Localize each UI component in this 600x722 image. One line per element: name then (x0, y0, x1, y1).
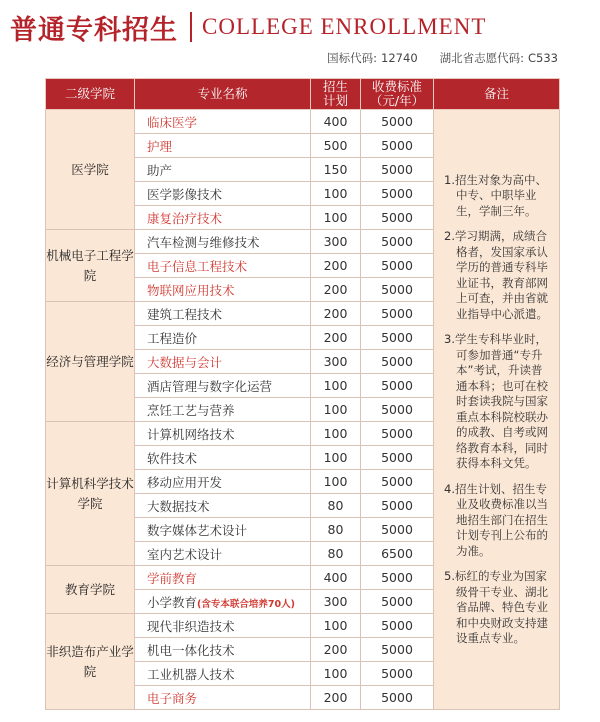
enrollment-plan: 200 (311, 638, 361, 662)
major-name (135, 182, 311, 206)
enrollment-plan: 100 (311, 398, 361, 422)
tuition-fee: 5000 (361, 134, 434, 158)
major-name (135, 686, 311, 710)
enrollment-plan: 300 (311, 590, 361, 614)
major-label: 现代非织造技术 (147, 618, 235, 634)
note-item: 2.学习期满，成绩合格者，发国家承认学历的普通专科毕业证书，教育部网上可查，并由省就业指导中心派遣。 (444, 229, 548, 321)
major-name (135, 206, 311, 230)
enrollment-plan: 150 (311, 158, 361, 182)
major-name (135, 398, 311, 422)
tuition-fee: 5000 (361, 638, 434, 662)
major-label: 工业机器人技术 (147, 666, 235, 682)
tuition-fee: 5000 (361, 230, 434, 254)
national-code-label: 国标代码: (327, 51, 378, 65)
tuition-fee: 5000 (361, 182, 434, 206)
major-label: 移动应用开发 (147, 474, 223, 490)
major-label: 电子商务 (147, 690, 198, 706)
college-name: 非织造布产业学院 (46, 614, 135, 710)
major-name (135, 566, 311, 590)
major-label: 工程造价 (147, 330, 198, 346)
tuition-fee: 5000 (361, 446, 434, 470)
major-label: 临床医学 (147, 114, 198, 130)
header-fee: 收费标准 （元/年） (361, 79, 434, 110)
page-header (10, 8, 486, 46)
tuition-fee: 5000 (361, 158, 434, 182)
major-name (135, 638, 311, 662)
major-name (135, 326, 311, 350)
college-name: 计算机科学技术学院 (46, 422, 135, 566)
enrollment-plan: 100 (311, 422, 361, 446)
major-name (135, 350, 311, 374)
tuition-fee: 5000 (361, 350, 434, 374)
major-label: 大数据与会计 (147, 354, 223, 370)
enrollment-plan: 200 (311, 278, 361, 302)
major-label: 医学影像技术 (147, 186, 223, 202)
major-label: 数字媒体艺术设计 (147, 522, 248, 538)
title-divider (190, 12, 192, 42)
major-name (135, 590, 311, 614)
major-name (135, 446, 311, 470)
tuition-fee: 5000 (361, 398, 434, 422)
enrollment-plan: 100 (311, 182, 361, 206)
major-name (135, 422, 311, 446)
enrollment-plan: 400 (311, 566, 361, 590)
header-major: 专业名称 (135, 79, 311, 110)
major-label: 汽车检测与维修技术 (147, 234, 260, 250)
enrollment-plan: 100 (311, 374, 361, 398)
tuition-fee: 5000 (361, 326, 434, 350)
note-item: 4.招生计划、招生专业及收费标准以当地招生部门在招生计划专刊上公布的为准。 (444, 481, 548, 558)
table-row (46, 110, 560, 134)
national-code: 12740 (381, 51, 418, 65)
header-college: 二级学院 (46, 79, 135, 110)
major-name (135, 470, 311, 494)
major-name (135, 134, 311, 158)
major-label: 小学教育 (147, 594, 198, 610)
major-name (135, 614, 311, 638)
enrollment-plan: 200 (311, 686, 361, 710)
major-note: (含专本联合培养70人) (197, 598, 295, 610)
tuition-fee: 5000 (361, 614, 434, 638)
major-label: 学前教育 (147, 570, 198, 586)
tuition-fee: 6500 (361, 542, 434, 566)
major-name (135, 278, 311, 302)
tuition-fee: 5000 (361, 278, 434, 302)
tuition-fee: 5000 (361, 206, 434, 230)
enrollment-plan: 80 (311, 542, 361, 566)
enrollment-plan: 200 (311, 254, 361, 278)
enrollment-plan: 500 (311, 134, 361, 158)
tuition-fee: 5000 (361, 422, 434, 446)
major-name (135, 158, 311, 182)
header-notes: 备注 (434, 79, 560, 110)
tuition-fee: 5000 (361, 566, 434, 590)
major-label: 电子信息工程技术 (147, 258, 248, 274)
enrollment-plan: 80 (311, 494, 361, 518)
enrollment-plan: 80 (311, 518, 361, 542)
hubei-code-label: 湖北省志愿代码: (439, 51, 525, 65)
note-item: 5.标红的专业为国家级骨干专业、湖北省品牌、特色专业和中央财政支持建设重点专业。 (444, 569, 548, 645)
major-name (135, 518, 311, 542)
major-name (135, 254, 311, 278)
note-item: 1.招生对象为高中、中专、中职毕业生，学制三年。 (444, 172, 547, 218)
note-item: 3.学生专科毕业时，可参加普通“专升本”考试，升读普通本科；也可在校时套读我院与国家重点本科院校联办的成教、自考或网络教育本科，同时获得本科文凭。 (444, 332, 548, 470)
major-name (135, 110, 311, 134)
hubei-code: C533 (528, 51, 558, 65)
major-label: 物联网应用技术 (147, 282, 235, 298)
enrollment-plan: 100 (311, 446, 361, 470)
major-label: 建筑工程技术 (147, 306, 223, 322)
major-label: 机电一体化技术 (147, 642, 235, 658)
page-title: 普通专科招生 (10, 14, 178, 46)
major-name (135, 374, 311, 398)
tuition-fee: 5000 (361, 254, 434, 278)
major-label: 软件技术 (147, 450, 198, 466)
enrollment-plan: 100 (311, 470, 361, 494)
enrollment-plan: 200 (311, 326, 361, 350)
enrollment-table (45, 78, 560, 710)
enrollment-plan: 100 (311, 206, 361, 230)
tuition-fee: 5000 (361, 662, 434, 686)
major-name (135, 542, 311, 566)
major-label: 计算机网络技术 (147, 426, 235, 442)
major-label: 护理 (147, 138, 173, 154)
enrollment-plan: 100 (311, 614, 361, 638)
table-header-row (46, 79, 560, 110)
tuition-fee: 5000 (361, 110, 434, 134)
institution-codes (323, 50, 558, 66)
major-label: 酒店管理与数字化运营 (147, 378, 273, 394)
page-title-english: COLLEGE ENROLLMENT (202, 14, 487, 39)
college-name: 医学院 (46, 110, 135, 230)
enrollment-plan: 400 (311, 110, 361, 134)
tuition-fee: 5000 (361, 470, 434, 494)
tuition-fee: 5000 (361, 518, 434, 542)
college-name: 教育学院 (46, 566, 135, 614)
major-name (135, 662, 311, 686)
major-label: 康复治疗技术 (147, 210, 223, 226)
major-label: 大数据技术 (147, 498, 210, 514)
major-name (135, 494, 311, 518)
enrollment-plan: 300 (311, 230, 361, 254)
major-label: 室内艺术设计 (147, 546, 223, 562)
header-plan: 招生 计划 (311, 79, 361, 110)
enrollment-plan: 100 (311, 662, 361, 686)
major-name (135, 230, 311, 254)
college-name: 经济与管理学院 (46, 302, 135, 422)
tuition-fee: 5000 (361, 686, 434, 710)
notes-cell (434, 110, 560, 710)
enrollment-plan: 200 (311, 302, 361, 326)
college-name: 机械电子工程学院 (46, 230, 135, 302)
major-label: 烹饪工艺与营养 (147, 402, 235, 418)
tuition-fee: 5000 (361, 590, 434, 614)
major-name (135, 302, 311, 326)
table-body (46, 110, 560, 710)
tuition-fee: 5000 (361, 302, 434, 326)
major-label: 助产 (147, 162, 173, 178)
enrollment-plan: 300 (311, 350, 361, 374)
tuition-fee: 5000 (361, 494, 434, 518)
tuition-fee: 5000 (361, 374, 434, 398)
